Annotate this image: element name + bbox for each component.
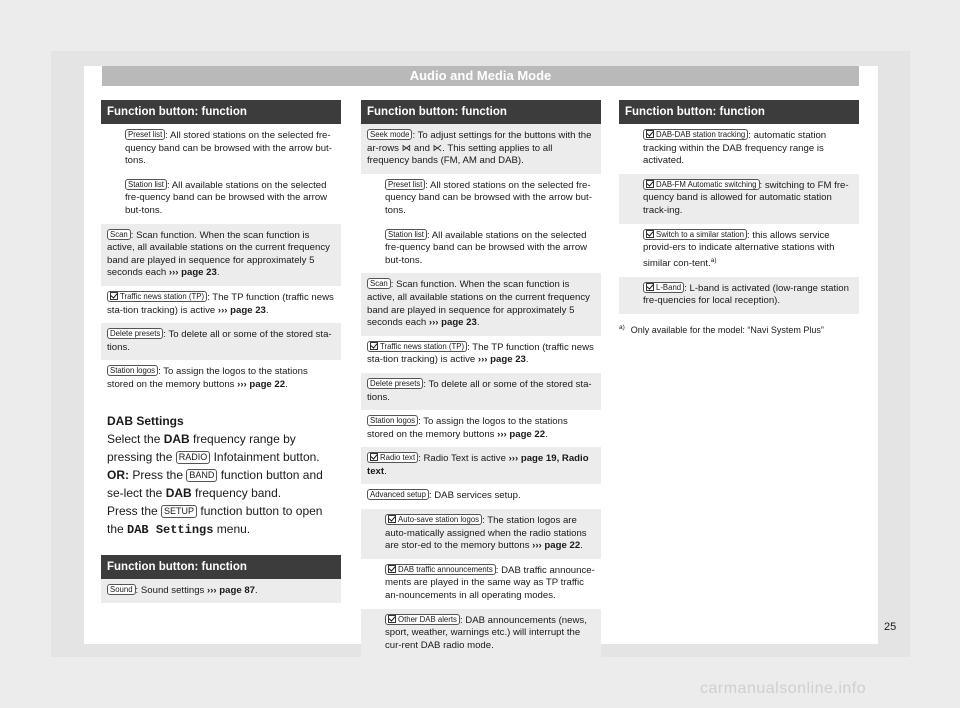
paragraph-text: Select the bbox=[107, 431, 164, 446]
checkbox-icon bbox=[646, 283, 654, 291]
function-button-label: Switch to a similar station bbox=[656, 229, 744, 239]
table-row bbox=[101, 286, 341, 323]
table-row bbox=[361, 447, 601, 484]
function-button-label: Radio text bbox=[380, 453, 416, 463]
page-reference-link[interactable]: ››› page 23 bbox=[168, 267, 217, 279]
paragraph-bold: OR: bbox=[107, 467, 129, 482]
checkbox-icon bbox=[388, 565, 396, 573]
row-text: : automatic station tracking within the DAB frequency range is activated. bbox=[643, 130, 827, 167]
row-text: : Scan function. When the scan function is active, all available stations on the current frequency band are played in sequence for approximately 5 seconds each bbox=[107, 229, 330, 279]
row-text-end: . bbox=[384, 465, 387, 477]
table-row bbox=[361, 224, 601, 274]
function-button-label: Traffic news station (TP) bbox=[120, 291, 205, 301]
row-text-end: . bbox=[285, 378, 288, 390]
function-button: Delete presets bbox=[107, 328, 163, 339]
table-row bbox=[101, 360, 341, 397]
row-text: : To adjust settings for the buttons with the ar-rows ⋈ and ⋉. This setting applies to all frequency bands (FM, AM and DAB). bbox=[367, 130, 592, 167]
section-header: Audio and Media Mode bbox=[102, 66, 859, 86]
paragraph-text: frequency range by pressing the bbox=[107, 431, 296, 464]
function-button-label: DAB traffic announcements bbox=[398, 564, 493, 574]
page-reference-link[interactable]: ››› page 19, Radio text bbox=[367, 453, 589, 477]
row-text: : Sound settings bbox=[135, 584, 208, 596]
menu-name: DAB Settings bbox=[127, 522, 214, 537]
row-text-end: . bbox=[265, 304, 269, 316]
checkbox-icon bbox=[370, 342, 378, 350]
page-reference-link[interactable]: ››› page 87 bbox=[207, 584, 255, 596]
table-row bbox=[101, 124, 341, 174]
table-row bbox=[361, 336, 601, 373]
row-text: : switching to FM fre-quency band is allowed for automatic station track-ing. bbox=[643, 179, 849, 216]
column-left bbox=[101, 100, 341, 603]
function-button: Station logos bbox=[107, 365, 158, 376]
row-text: : L-band is activated (low-range station fre-quencies for local reception). bbox=[643, 282, 849, 307]
row-text: : DAB announcements (news, sport, weather, warnings etc.) will interrupt the cur-rent DAB radio mode. bbox=[385, 614, 587, 651]
checkbox-icon bbox=[646, 180, 654, 188]
function-button: Advanced setup bbox=[367, 489, 429, 500]
paragraph-text: Press the bbox=[129, 467, 187, 482]
paragraph-text: frequency band. bbox=[191, 485, 282, 500]
paragraph-text: Infotainment button. bbox=[210, 449, 320, 464]
row-text: : To assign the logos to the stations stored on the memory buttons bbox=[107, 366, 308, 390]
paragraph-text: function button and se-lect the bbox=[107, 467, 323, 500]
function-button: Scan bbox=[367, 278, 391, 289]
footnote-marker: a) bbox=[710, 256, 717, 264]
checkbox-icon bbox=[646, 130, 654, 138]
column-right bbox=[619, 100, 859, 336]
function-button bbox=[367, 452, 418, 463]
table-row bbox=[101, 323, 341, 360]
table-header: Function button: function bbox=[361, 100, 601, 124]
table-row bbox=[361, 410, 601, 447]
table-row bbox=[101, 174, 341, 224]
page-reference-link[interactable]: ››› page 22 bbox=[532, 540, 581, 552]
row-text: : All available stations on the selected fre-quency band can be browsed with the arrow but-tons. bbox=[385, 229, 588, 266]
row-text: : All stored stations on the selected fre-quency band can be browsed with the arrow but-tons. bbox=[385, 179, 592, 216]
dab-settings-section bbox=[101, 412, 341, 539]
row-text: : To assign the logos to the stations stored on the memory buttons bbox=[367, 416, 568, 440]
table-row bbox=[361, 484, 601, 509]
row-text: : this allows service provid-ers to indicate alternative stations with similar con-tent. bbox=[643, 229, 835, 269]
checkbox-icon bbox=[646, 230, 654, 238]
table-row bbox=[361, 509, 601, 559]
checkbox-icon bbox=[370, 453, 378, 461]
row-text-end: . bbox=[216, 267, 220, 279]
function-button-label: Other DAB alerts bbox=[398, 614, 457, 624]
table-row bbox=[361, 273, 601, 335]
function-button-label: L-Band bbox=[656, 282, 682, 292]
function-button-label: DAB-DAB station tracking bbox=[656, 130, 746, 139]
function-button bbox=[385, 614, 460, 625]
row-text-end: . bbox=[580, 540, 583, 552]
paragraph-text: menu. bbox=[213, 521, 251, 536]
function-button: Sound bbox=[107, 584, 136, 595]
checkbox-icon bbox=[388, 515, 396, 523]
table-header: Function button: function bbox=[619, 100, 859, 124]
row-text: : DAB traffic announce-ments are played in the same way as TP traffic an-nouncements in all operating modes. bbox=[385, 564, 595, 602]
paragraph-bold: DAB bbox=[163, 431, 190, 446]
paragraph-text: function button to open the bbox=[107, 503, 323, 536]
page-number: 25 bbox=[884, 621, 897, 633]
footnote bbox=[619, 322, 859, 336]
paragraph-bold: DAB bbox=[165, 485, 192, 500]
function-button bbox=[107, 291, 207, 302]
row-text: : All stored stations on the selected fre-quency band can be browsed with the arrow but-tons. bbox=[125, 130, 332, 167]
function-button: Seek mode bbox=[367, 129, 412, 140]
function-button bbox=[643, 179, 760, 190]
table-row bbox=[361, 559, 601, 609]
function-button: Delete presets bbox=[367, 378, 423, 389]
table-row bbox=[361, 174, 601, 224]
checkbox-icon bbox=[110, 292, 118, 300]
row-text: : To delete all or some of the stored sta-tions. bbox=[107, 329, 332, 353]
section-heading: DAB Settings bbox=[107, 413, 184, 428]
row-text: : The TP function (traffic news sta-tion tracking) is active bbox=[367, 341, 594, 366]
row-text-end: . bbox=[255, 584, 258, 596]
footnote-mark: a) bbox=[619, 323, 625, 331]
row-text-end: . bbox=[525, 354, 529, 366]
table-row bbox=[619, 277, 859, 314]
table-header: Function button: function bbox=[101, 555, 341, 579]
row-text: : Scan function. When the scan function is active, all available stations on the current frequency band are played in sequence for approximately 5 seconds each bbox=[367, 279, 590, 329]
radio-button-label: RADIO bbox=[176, 451, 211, 464]
function-button-label: Traffic news station (TP) bbox=[380, 341, 465, 351]
watermark: carmanualsonline.info bbox=[700, 680, 867, 697]
table-row bbox=[619, 224, 859, 277]
function-button bbox=[385, 564, 496, 575]
function-button-label: Auto-save station logos bbox=[398, 515, 480, 525]
setup-button-label: SETUP bbox=[161, 505, 197, 518]
function-button: Preset list bbox=[385, 179, 425, 190]
function-button: Station list bbox=[125, 179, 167, 190]
function-button: Scan bbox=[107, 229, 131, 240]
paragraph-text: Press the bbox=[107, 503, 162, 518]
function-button bbox=[385, 514, 482, 525]
function-button: Station logos bbox=[367, 415, 418, 426]
page-reference-link[interactable]: ››› page 23 bbox=[477, 354, 526, 366]
table-row bbox=[101, 579, 341, 604]
table-row bbox=[361, 373, 601, 410]
table-row bbox=[619, 174, 859, 224]
function-button bbox=[643, 282, 684, 293]
checkbox-icon bbox=[388, 615, 396, 623]
table-row bbox=[361, 124, 601, 174]
page-reference-link[interactable]: ››› page 23 bbox=[428, 317, 477, 329]
row-text: : The station logos are auto-matically assigned when the radio stations are stor-ed to the memory buttons bbox=[385, 515, 587, 552]
band-button-label: BAND bbox=[186, 469, 217, 482]
table-row bbox=[361, 609, 601, 659]
footnote-text: Only available for the model: “Navi System Plus” bbox=[630, 324, 824, 335]
table-row bbox=[619, 124, 859, 174]
row-text: : DAB services setup. bbox=[428, 490, 521, 502]
function-button bbox=[643, 129, 748, 140]
page-reference-link[interactable]: ››› page 22 bbox=[497, 428, 546, 440]
table-row bbox=[101, 224, 341, 286]
column-middle bbox=[361, 100, 601, 658]
row-text-end: . bbox=[476, 317, 480, 329]
function-button: Station list bbox=[385, 229, 427, 240]
function-button bbox=[367, 341, 467, 352]
page-reference-link[interactable]: ››› page 22 bbox=[237, 378, 286, 390]
row-text: : To delete all or some of the stored sta-tions. bbox=[367, 378, 592, 403]
table-header: Function button: function bbox=[101, 100, 341, 124]
page-reference-link[interactable]: ››› page 23 bbox=[217, 304, 266, 316]
row-text: : Radio Text is active bbox=[418, 453, 509, 465]
row-text: : The TP function (traffic news sta-tion tracking) is active bbox=[107, 291, 334, 316]
row-text: : All available stations on the selected fre-quency band can be browsed with the arrow but-tons. bbox=[125, 179, 328, 216]
row-text-end: . bbox=[545, 428, 548, 440]
function-button: Preset list bbox=[125, 129, 165, 140]
function-button-label: DAB-FM Automatic switching bbox=[656, 179, 757, 189]
function-button bbox=[643, 229, 747, 240]
